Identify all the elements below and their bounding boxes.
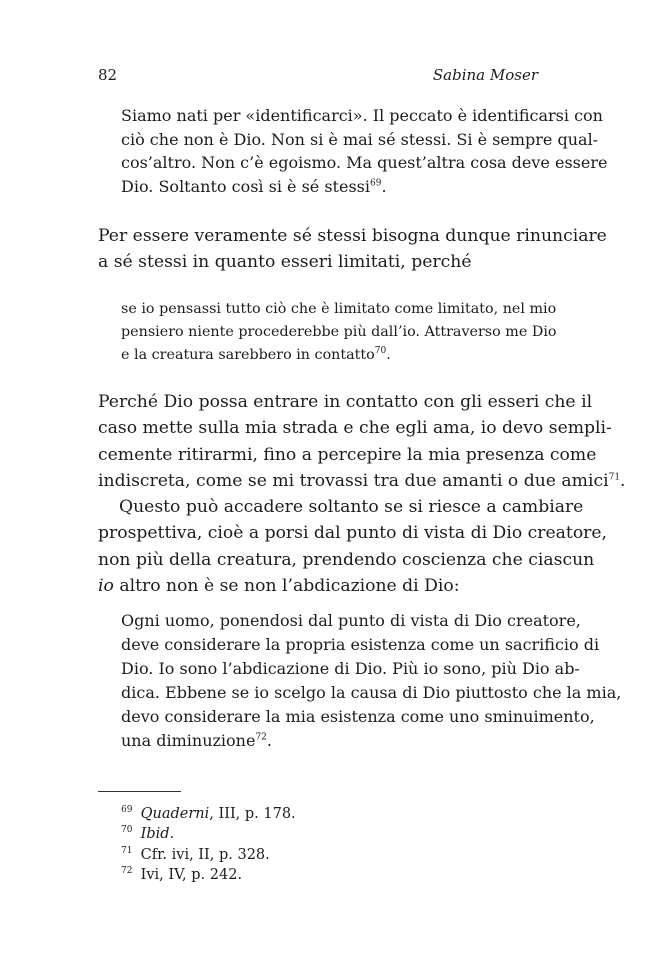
footnote-divider — [98, 791, 181, 792]
text-line-content: indiscreta, come se mi trovassi tra due amanti o due amici — [98, 470, 609, 491]
running-head-author: Sabina Moser — [432, 66, 538, 84]
text-line: devo considerare la mia esistenza come uno sminuimento, — [121, 706, 595, 726]
text-line: e la creatura sarebbero in contatto$^{70}$. — [121, 345, 391, 363]
text-line: a sé stessi in quanto esseri limitati, perché — [98, 251, 472, 272]
text-line: dica. Ebbene se io scelgo la causa di Dio piuttosto che la mia, — [121, 682, 622, 702]
footnote-title: Quaderni — [140, 806, 210, 822]
paragraph-2 — [98, 389, 626, 599]
footnotes — [121, 804, 541, 885]
text-line: pensiero niente procederebbe più dall’io. Attraverso me Dio — [121, 323, 557, 340]
text-line: cemente ritirarmi, fino a percepire la mia presenza come — [98, 444, 597, 465]
text-line: prospettiva, cioè a porsi dal punto di vista di Dio creatore, — [98, 523, 608, 544]
text-line: caso mette sulla mia strada e che egli ama, io devo sempli- — [98, 418, 612, 439]
footnote: 69 Quaderni, III, p. 178. — [121, 805, 296, 822]
block-quote-3 — [121, 609, 622, 752]
text-line: una diminuzione$^{72}$. — [121, 730, 272, 750]
text-line: indiscreta, come se mi trovassi tra due amanti o due amici$^{71}$. — [98, 470, 626, 491]
page-header — [98, 66, 538, 90]
footnote-reference: 70 — [374, 345, 387, 356]
text-line-content: una diminuzione — [121, 730, 256, 750]
footnote-reference: 69 — [370, 178, 382, 189]
text-line: Siamo nati per «identificarci». Il peccato è identificarsi con — [121, 106, 603, 125]
footnote-title: Ibid. — [140, 826, 175, 843]
footnote: 70 Ibid. — [121, 825, 175, 843]
text-line: Questo può accadere soltanto se si riesce a cambiare — [119, 497, 584, 518]
text-line: ciò che non è Dio. Non si è mai sé stessi. Si è sempre qual- — [121, 129, 599, 149]
footnote-text: Ivi, IV, p. 242. — [140, 866, 243, 883]
paragraph-1 — [98, 224, 607, 275]
footnote: 71 Cfr. ivi, II, p. 328. — [121, 845, 270, 863]
page-number: 82 — [98, 66, 118, 84]
italic-word: io — [98, 576, 114, 597]
text-line: deve considerare la propria esistenza come un sacrificio di — [121, 634, 600, 654]
block-quote-2 — [121, 298, 557, 366]
footnote-text: , III, p. 178. — [209, 806, 296, 822]
text-line-content: Dio. Soltanto così si è sé stessi — [121, 176, 370, 196]
footnote-text: Cfr. ivi, II, p. 328. — [140, 846, 270, 863]
text-line: Per essere veramente sé stessi bisogna dunque rinunciare — [98, 226, 607, 246]
footnote-reference: 72 — [255, 732, 267, 743]
text-line — [98, 573, 538, 599]
footnote-reference: 71 — [608, 472, 621, 483]
footnote: 72 Ivi, IV, p. 242. — [121, 866, 243, 883]
text-line: Dio. Io sono l’abdicazione di Dio. Più io sono, più Dio ab- — [121, 658, 580, 678]
text-line: se io pensassi tutto ciò che è limitato come limitato, nel mio — [121, 301, 557, 317]
text-line-content: altro non è se non l’abdicazione di Dio: — [113, 576, 460, 597]
text-line-content: e la creatura sarebbero in contatto — [121, 346, 375, 363]
text-line: Ogni uomo, ponendosi dal punto di vista di Dio creatore, — [121, 611, 581, 630]
text-line: cos’altro. Non c’è egoismo. Ma quest’altra cosa deve essere — [121, 153, 608, 173]
text-line: Perché Dio possa entrare in contatto con gli esseri che il — [98, 392, 593, 412]
block-quote-1 — [121, 104, 608, 198]
text-line: non più della creatura, prendendo coscienza che ciascun — [98, 549, 595, 570]
text-line: Dio. Soltanto così si è sé stessi$^{69}$. — [121, 176, 387, 196]
